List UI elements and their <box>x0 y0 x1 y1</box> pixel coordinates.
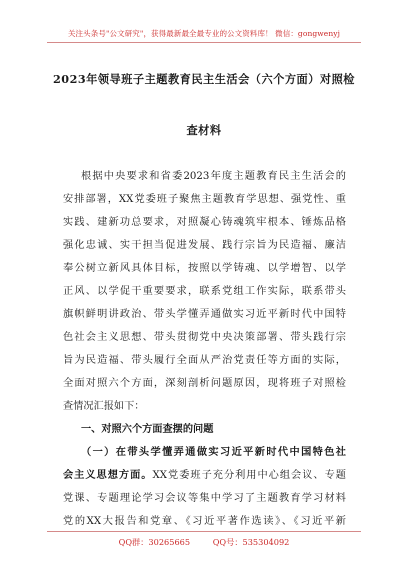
document-title-line-2: 查材料 <box>186 123 222 137</box>
header-promo-text: 关注头条号"公文研究"，获得最新最全最专业的公文资料库！ 微信：gongwenyj <box>67 29 341 38</box>
body-line <box>63 464 346 487</box>
body-line: 根据中央要求和省委2023年度主题教育民主生活会的 <box>81 171 346 182</box>
footer-contact <box>0 537 408 548</box>
footer-divider <box>47 531 361 532</box>
body-line: 党课、专题理论学习会议等集中学习了主题教育学习材料 <box>63 493 346 504</box>
footer-qq-group: QQ群：30265665 <box>118 537 191 547</box>
body-line: 正风、以学促干重要要求，联系党组工作实际，联系带头 <box>63 286 346 297</box>
body-line: 实践、建新功总要求，对照凝心铸魂筑牢根本、锤炼品格 <box>63 217 346 228</box>
body-line: 安排部署，XX党委班子聚焦主题教育学思想、强党性、重 <box>63 194 346 205</box>
header-divider <box>47 42 361 43</box>
subsection-heading-tail: 会主义思想方面。 <box>63 469 153 481</box>
body-line: 全面对照六个方面，深刻剖析问题原因，现将班子对照检 <box>63 378 346 389</box>
subsection-body-start: XX党委班子充分利用中心组会议、专题 <box>152 470 346 481</box>
body-line: 奉公树立新风具体目标，按照以学铸魂、以学增智、以学 <box>63 263 346 274</box>
body-line: 强化忠诚、实干担当促进发展、践行宗旨为民造福、廉洁 <box>63 240 346 251</box>
body-line: 旨为民造福、带头履行全面从严治党责任等方面的实际， <box>63 355 346 366</box>
subsection-heading-line: （一）在带头学懂弄通做实习近平新时代中国特色社 <box>81 446 346 458</box>
section-heading: 一、对照六个方面查摆的问题 <box>81 423 214 435</box>
body-line: 党的XX大报告和党章、《习近平著作选读》、《习近平新 <box>63 516 346 527</box>
document-title-line-1: 2023年领导班子主题教育民主生活会（六个方面）对照检 <box>53 72 355 86</box>
document-body <box>63 165 346 533</box>
body-line: 色社会主义思想、带头贯彻党中央决策部署、带头践行宗 <box>63 332 346 343</box>
footer-qq-number: QQ号：535304092 <box>212 537 290 547</box>
body-line: 旗帜鲜明讲政治、带头学懂弄通做实习近平新时代中国特 <box>63 309 346 320</box>
body-line: 查情况汇报如下： <box>63 401 145 412</box>
